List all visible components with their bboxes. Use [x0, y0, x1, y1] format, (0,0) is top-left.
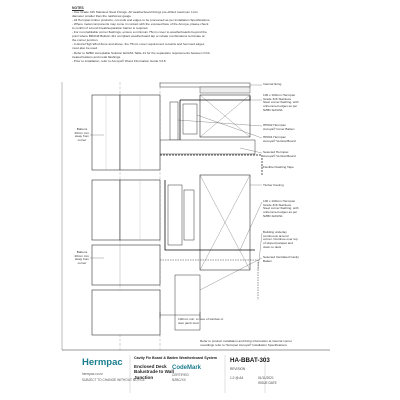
- label-cavity-batten-line: Selected Ventilated Cavity: [263, 255, 299, 259]
- label-installation-note-line: mouldings refer to Hermpac Accoya® Installation Specifications: [200, 342, 287, 347]
- drawing-title-line: Balustrade to Wall: [134, 369, 174, 375]
- internal-lining: [160, 83, 250, 87]
- label-angle-mid-line: Grade 316 Stainless: [263, 202, 292, 207]
- board-bottom-block: [92, 290, 160, 335]
- label-cover-batten-line: Accoya® Cover Batten.: [263, 126, 296, 131]
- note-line: point where BRANZ Bulletin 411 compliant weatherboard lap or rebate combinations terminate at: [72, 34, 205, 39]
- label-battens-bottom-line: 40mm min.: [74, 253, 90, 258]
- drawing-scale: 1:2 @ A4: [230, 376, 244, 380]
- label-battens-top-line: 40mm min.: [74, 130, 90, 135]
- drawing-title-line: Junction: [134, 374, 154, 380]
- label-cover-batten: [263, 124, 295, 131]
- vertical-board-mid: [168, 185, 182, 245]
- note-line: must also be used.: [72, 46, 98, 51]
- label-underlay-line: continuous around: [263, 233, 289, 238]
- label-cover-batten-line: HP002 Hermpac: [263, 123, 286, 127]
- issue-date-label: ISSUE DATE: [258, 381, 277, 385]
- label-battens-top-line: away from: [74, 134, 90, 139]
- lining-packer: [200, 87, 250, 93]
- selected-vertical-board: [160, 140, 255, 154]
- cover-batten-top: [170, 102, 178, 140]
- label-battens-bottom-line: corner: [77, 261, 87, 266]
- label-vertical-board-line: HP001 Hermpac: [263, 135, 286, 139]
- label-underlay-line: Building underlay: [263, 230, 287, 234]
- note-line: - Refer to NZBC Acceptable Solution E2/AS1 Table 21 for the separation requirements between CCA: [72, 50, 210, 55]
- label-angle-top-line: 100 x 100mm Hermpac: [263, 93, 296, 97]
- label-underlay-line: of sloped parapet and: [263, 241, 293, 246]
- codemark-certified: CERTIFIED: [172, 373, 189, 377]
- label-battens-bottom-line: away from: [74, 257, 90, 262]
- label-angle-mid: [263, 200, 298, 219]
- note-line: - Where metal components may come in contact with the exposed face of the Accoya, please check: [72, 22, 209, 27]
- label-vertical-board-line: Accoya® Vertical Board: [263, 138, 296, 143]
- label-cavity-batten-line: Batten: [263, 258, 272, 263]
- board-lower-block: [92, 245, 160, 285]
- drawing-title-line: Enclosed Deck: [134, 364, 167, 369]
- issue-date-value: 01/11/2021: [258, 376, 274, 380]
- note-line: - Use Grade 316 Stainless Steel Fixings. All weatherboard fixings pre-drilled maximum 1mm: [72, 10, 198, 15]
- flashing-tape-line: [160, 155, 262, 175]
- label-timber-framing: Timber framing: [263, 183, 284, 187]
- note-line: - Prior to installation, refer to Accoya® Wood Information Guide V3.8.: [72, 58, 167, 63]
- label-selected-board: [263, 151, 296, 158]
- project-name: Cavity Fix Board & Batten Weatherboard System: [134, 356, 218, 360]
- label-battens-bottom: [74, 251, 90, 266]
- label-underlay-line: down to deck: [263, 244, 282, 249]
- note-line: - All Hermpac timber products, cut ends and edges to be processed as per Installation Specifications.: [72, 18, 211, 23]
- label-cavity-batten: [263, 256, 299, 263]
- note-line: - In Extra High Wind Zone and above, the 75mm cover requirement remains and hemmed edges: [72, 42, 205, 47]
- label-underlay-line: corner. Continue over top: [263, 237, 298, 242]
- revision-label: REVISION: [230, 367, 246, 371]
- label-selected-board-line: Selected Hermpac: [263, 150, 289, 154]
- label-angle-mid-line: unhemmed edges as per: [263, 210, 298, 215]
- vertical-board-top: [183, 104, 197, 134]
- label-underlay: [263, 231, 298, 250]
- note-line: diameter smaller than the nail/screw gauge.: [72, 14, 132, 19]
- brand-website: hermpac.co.nz: [82, 372, 103, 376]
- label-battens-top-line: Battens: [76, 127, 88, 131]
- label-angle-top-line: Steel corner flashing, with: [263, 100, 299, 105]
- label-angle-mid-line: 100 x 100mm Hermpac: [263, 199, 296, 203]
- label-battens-top: [74, 128, 90, 143]
- disclaimer: SUBJECT TO CHANGE WITHOUT NOTICE: [82, 378, 145, 382]
- notes-title: NOTES: [72, 6, 84, 10]
- label-installation-note-line: Refer to product installation and fixing information at internal corner: [200, 339, 293, 343]
- label-door-jamb: [178, 318, 223, 325]
- note-line: - For non-habitable corner flashings, ensure a minimum 75mm cover to weatherboards beyond the: [72, 30, 207, 35]
- batten-board-lower-left: [92, 180, 120, 240]
- label-angle-mid-line: Steel corner flashing, with: [263, 206, 299, 211]
- drawing-code: HA-BBAT-303: [230, 357, 270, 364]
- label-angle-top-line: Grade 316 Stainless: [263, 96, 292, 101]
- label-battens-bottom-line: Battens: [76, 250, 88, 254]
- label-angle-top: [263, 94, 298, 113]
- label-angle-top-line: unhemmed edges as per: [263, 104, 298, 109]
- note-line: the corner junction.: [72, 38, 99, 43]
- label-flashing-tape: Flexible Flashing Tape: [263, 165, 294, 169]
- codemark-logo: CodeMark: [172, 365, 202, 371]
- label-internal-lining: Internal lining: [263, 82, 282, 86]
- label-selected-board-line: Accoya® Vertical Board: [263, 153, 296, 158]
- label-angle-mid-line: NZBC E2/AS1: [263, 213, 283, 218]
- drawing-title: [134, 364, 174, 380]
- label-battens-top-line: corner: [77, 138, 87, 143]
- cavity-batten-mid: [184, 190, 194, 240]
- label-door-jamb-line: 100mm min. to face of window or: [178, 317, 224, 321]
- label-angle-top-line: NZBC E2/AS1: [263, 107, 283, 112]
- label-installation-note: [200, 340, 292, 347]
- label-vertical-board: [263, 136, 296, 143]
- note-line: to confirm if a bond break/separation barrier is required.: [72, 26, 149, 31]
- label-door-jamb-line: door jamb stud: [178, 320, 199, 325]
- brand-logo: Hermpac: [82, 357, 123, 368]
- cert-number: NZBC/XX: [172, 378, 186, 382]
- note-line: treated battens and metal flashings.: [72, 54, 122, 59]
